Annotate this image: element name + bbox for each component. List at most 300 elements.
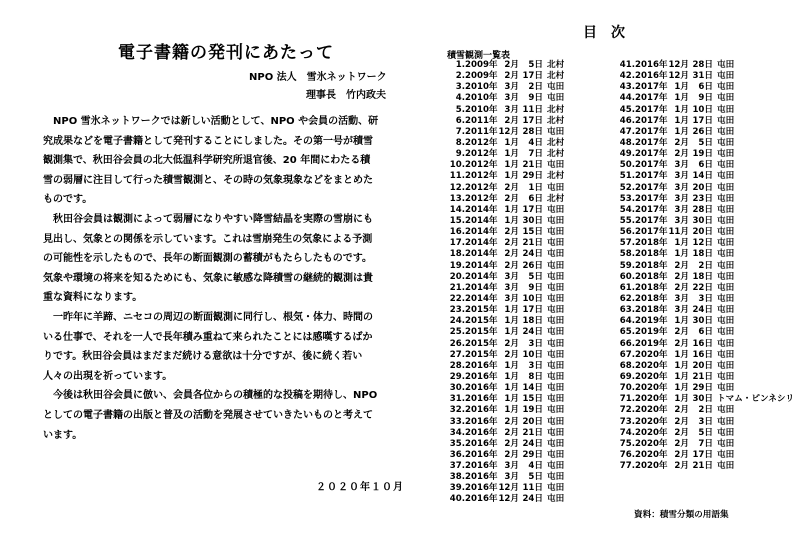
entry-month: 1月	[674, 316, 689, 327]
entry-day: 20日	[692, 227, 713, 238]
entry-place: 屯田	[547, 483, 565, 494]
entry-day: 9日	[698, 93, 713, 104]
entry-day: 28日	[692, 60, 713, 70]
entry-month: 1月	[674, 115, 689, 126]
entry-day: 29日	[522, 449, 543, 460]
entry-number: 30.	[449, 383, 465, 394]
entry-day: 1日	[528, 182, 543, 193]
entry-place: 屯田	[547, 371, 565, 382]
entry-number: 20.	[449, 271, 465, 282]
entry-place: 屯田	[717, 115, 735, 126]
entry-day: 20日	[522, 416, 543, 427]
entry-number: 60.	[619, 271, 635, 282]
entry-month: 2月	[674, 149, 689, 160]
entry-year: 2016年	[635, 60, 668, 70]
entry-month: 11月	[668, 227, 689, 238]
entry-day: 22日	[692, 282, 713, 293]
organization-name: NPO 法人 雪氷ネットワーク	[249, 72, 387, 83]
entry-number: 34.	[449, 427, 465, 438]
entry-place: 屯田	[717, 427, 735, 438]
entry-year: 2015年	[465, 349, 498, 360]
entry-month: 1月	[504, 360, 519, 371]
entry-number: 17.	[449, 238, 465, 249]
entry-year: 2016年	[465, 371, 498, 382]
entry-place: 北村	[547, 104, 565, 115]
entry-place: 屯田	[547, 293, 565, 304]
preface-paragraph: NPO 雪氷ネットワークでは新しい活動として、NPO や会員の活動、研究成果などを電子書籍として発刊することにしました。その第一号が積雪観測集で、秋田谷会員の北大低温科学研究所退官後、20 年間にわたる積雪の弱層に注目して行った積雪観測と、その時の気象現象などをまとめたものです。	[43, 116, 379, 206]
entry-month: 1月	[504, 137, 519, 148]
entry-number: 12.	[449, 182, 465, 193]
entry-month: 1月	[674, 360, 689, 371]
entry-place: 屯田	[547, 416, 565, 427]
entry-day: 3日	[528, 360, 543, 371]
entry-day: 26日	[692, 126, 713, 137]
entry-number: 74.	[619, 427, 635, 438]
entry-number: 52.	[619, 182, 635, 193]
entry-year: 2016年	[465, 394, 498, 405]
entry-day: 21日	[692, 461, 713, 472]
entry-day: 16日	[692, 349, 713, 360]
entry-day: 17日	[522, 115, 543, 126]
entry-day: 17日	[522, 204, 543, 215]
entry-month: 3月	[504, 293, 519, 304]
entry-day: 2日	[698, 405, 713, 416]
entry-number: 45.	[619, 104, 635, 115]
entry-year: 2017年	[635, 171, 668, 182]
entry-number: 54.	[619, 204, 635, 215]
entry-year: 2012年	[465, 193, 498, 204]
entry-year: 2016年	[465, 360, 498, 371]
entry-year: 2017年	[635, 137, 668, 148]
entry-place: 屯田	[717, 215, 735, 226]
entry-year: 2020年	[635, 461, 668, 472]
entry-year: 2012年	[465, 137, 498, 148]
entry-number: 32.	[449, 405, 465, 416]
entry-place: 屯田	[717, 126, 735, 137]
entry-number: 44.	[619, 93, 635, 104]
entry-month: 1月	[504, 394, 519, 405]
entry-place: 屯田	[717, 438, 735, 449]
entry-number: 42.	[619, 71, 635, 82]
entry-number: 13.	[449, 193, 465, 204]
entry-month: 1月	[674, 82, 689, 93]
entry-month: 3月	[504, 93, 519, 104]
entry-number: 5.	[455, 104, 465, 115]
entry-day: 9日	[528, 282, 543, 293]
entry-month: 1月	[504, 160, 519, 171]
entry-number: 27.	[449, 349, 465, 360]
entry-month: 2月	[674, 405, 689, 416]
entry-place: 屯田	[717, 71, 735, 82]
entry-month: 1月	[504, 316, 519, 327]
entry-month: 2月	[674, 416, 689, 427]
entry-day: 19日	[692, 149, 713, 160]
entry-place: 屯田	[717, 137, 735, 148]
entry-number: 55.	[619, 215, 635, 226]
entry-place: 北村	[547, 60, 565, 70]
entry-year: 2018年	[635, 260, 668, 271]
entry-number: 31.	[449, 394, 465, 405]
entry-month: 1月	[504, 171, 519, 182]
entry-number: 37.	[449, 461, 465, 472]
entry-day: 5日	[528, 472, 543, 483]
entry-day: 2日	[528, 82, 543, 93]
entry-year: 2018年	[635, 249, 668, 260]
entry-year: 2010年	[465, 82, 498, 93]
entry-number: 50.	[619, 160, 635, 171]
entry-month: 2月	[504, 238, 519, 249]
entry-year: 2016年	[465, 449, 498, 460]
entry-day: 24日	[522, 494, 543, 505]
entry-year: 2020年	[635, 371, 668, 382]
entry-month: 1月	[504, 215, 519, 226]
entry-month: 2月	[504, 338, 519, 349]
publication-date: ２０２０年１０月	[316, 482, 404, 493]
entry-month: 1月	[674, 383, 689, 394]
entry-month: 1月	[674, 238, 689, 249]
entry-month: 3月	[674, 215, 689, 226]
entry-place: 屯田	[717, 171, 735, 182]
entry-year: 2020年	[635, 427, 668, 438]
entry-day: 10日	[692, 104, 713, 115]
entry-number: 19.	[449, 260, 465, 271]
entry-place: 屯田	[717, 60, 735, 70]
entry-place: 屯田	[717, 104, 735, 115]
entry-day: 23日	[692, 193, 713, 204]
entry-place: 屯田	[717, 327, 735, 338]
entry-place: 屯田	[547, 427, 565, 438]
entry-month: 2月	[504, 60, 519, 70]
entry-year: 2017年	[635, 149, 668, 160]
entry-place: 屯田	[717, 82, 735, 93]
entry-month: 12月	[498, 483, 519, 494]
entry-day: 11日	[522, 483, 543, 494]
entry-year: 2014年	[465, 227, 498, 238]
entry-month: 2月	[504, 427, 519, 438]
entry-day: 24日	[692, 305, 713, 316]
entry-year: 2014年	[465, 271, 498, 282]
entry-year: 2014年	[465, 260, 498, 271]
entry-year: 2017年	[635, 126, 668, 137]
entry-year: 2015年	[465, 316, 498, 327]
entry-place: 屯田	[717, 371, 735, 382]
entry-year: 2014年	[465, 215, 498, 226]
entry-number: 58.	[619, 249, 635, 260]
entry-place: 屯田	[717, 227, 735, 238]
entry-place: 屯田	[547, 494, 565, 505]
entry-month: 2月	[504, 260, 519, 271]
entry-year: 2018年	[635, 305, 668, 316]
entry-place: トマム・ピンネシリ	[717, 394, 794, 405]
entry-number: 11.	[449, 171, 465, 182]
source-note: 資料：積雪分類の用語集	[634, 510, 729, 520]
entry-year: 2017年	[635, 227, 668, 238]
entry-number: 59.	[619, 260, 635, 271]
entry-month: 2月	[674, 137, 689, 148]
entry-year: 2010年	[465, 104, 498, 115]
entry-place: 屯田	[547, 93, 565, 104]
entry-month: 2月	[674, 327, 689, 338]
entry-number: 62.	[619, 293, 635, 304]
entry-place: 屯田	[547, 215, 565, 226]
entry-year: 2011年	[465, 126, 498, 137]
entry-year: 2017年	[635, 104, 668, 115]
entry-place: 屯田	[547, 438, 565, 449]
entry-year: 2017年	[635, 93, 668, 104]
entry-place: 北村	[547, 193, 565, 204]
entry-place: 屯田	[547, 271, 565, 282]
entry-day: 17日	[522, 305, 543, 316]
entry-year: 2020年	[635, 449, 668, 460]
entry-number: 67.	[619, 349, 635, 360]
entry-month: 1月	[504, 149, 519, 160]
entry-year: 2016年	[465, 483, 498, 494]
entry-day: 19日	[522, 405, 543, 416]
entry-year: 2014年	[465, 204, 498, 215]
entry-day: 5日	[528, 271, 543, 282]
entry-year: 2016年	[635, 71, 668, 82]
entry-place: 屯田	[717, 238, 735, 249]
entry-place: 屯田	[717, 461, 735, 472]
entry-year: 2016年	[465, 461, 498, 472]
entry-year: 2019年	[635, 338, 668, 349]
entry-year: 2020年	[635, 360, 668, 371]
entry-month: 12月	[498, 494, 519, 505]
entry-month: 2月	[674, 438, 689, 449]
entry-place: 屯田	[717, 282, 735, 293]
entry-place: 屯田	[547, 472, 565, 483]
entry-day: 6日	[698, 82, 713, 93]
entry-day: 16日	[692, 338, 713, 349]
entry-place: 屯田	[717, 204, 735, 215]
entry-month: 3月	[674, 160, 689, 171]
entry-place: 屯田	[547, 449, 565, 460]
entry-day: 9日	[528, 93, 543, 104]
entry-month: 1月	[504, 305, 519, 316]
entry-day: 26日	[522, 260, 543, 271]
entry-month: 3月	[504, 104, 519, 115]
entry-place: 屯田	[717, 260, 735, 271]
entry-number: 57.	[619, 238, 635, 249]
entry-day: 14日	[522, 383, 543, 394]
entry-day: 3日	[698, 293, 713, 304]
entry-year: 2018年	[635, 271, 668, 282]
entry-place: 屯田	[717, 193, 735, 204]
entry-place: 屯田	[717, 249, 735, 260]
entry-place: 北村	[547, 71, 565, 82]
entry-number: 22.	[449, 293, 465, 304]
entry-day: 20日	[692, 182, 713, 193]
entry-day: 30日	[692, 394, 713, 405]
entry-year: 2012年	[465, 149, 498, 160]
entry-place: 北村	[547, 149, 565, 160]
entry-month: 1月	[674, 249, 689, 260]
entry-day: 21日	[692, 371, 713, 382]
entry-number: 49.	[619, 149, 635, 160]
entry-month: 2月	[504, 416, 519, 427]
entry-number: 16.	[449, 227, 465, 238]
entry-month: 2月	[674, 461, 689, 472]
entry-number: 61.	[619, 282, 635, 293]
entry-month: 1月	[674, 93, 689, 104]
entry-number: 65.	[619, 327, 635, 338]
entry-year: 2015年	[465, 305, 498, 316]
entry-month: 3月	[674, 193, 689, 204]
preface-paragraph: 今後は秋田谷会員に倣い、会員各位からの積極的な投稿を期待し、NPO としての電子書籍の出版と普及の活動を発展させていきたいものと考えています。	[43, 390, 378, 441]
entry-place: 屯田	[717, 160, 735, 171]
entry-number: 26.	[449, 338, 465, 349]
entry-month: 2月	[674, 449, 689, 460]
entry-number: 14.	[449, 204, 465, 215]
entry-month: 3月	[504, 82, 519, 93]
entry-year: 2011年	[465, 115, 498, 126]
entry-number: 7.	[455, 126, 465, 137]
entry-day: 21日	[522, 160, 543, 171]
entry-number: 56.	[619, 227, 635, 238]
entry-number: 46.	[619, 115, 635, 126]
entry-day: 17日	[692, 449, 713, 460]
entry-number: 36.	[449, 449, 465, 460]
entry-month: 2月	[674, 427, 689, 438]
entry-year: 2017年	[635, 160, 668, 171]
entry-place: 屯田	[547, 249, 565, 260]
entry-number: 43.	[619, 82, 635, 93]
entry-day: 24日	[522, 327, 543, 338]
entry-year: 2017年	[635, 82, 668, 93]
entry-day: 5日	[528, 60, 543, 70]
entry-day: 4日	[528, 137, 543, 148]
entry-year: 2016年	[465, 416, 498, 427]
entry-day: 24日	[522, 249, 543, 260]
entry-place: 屯田	[717, 182, 735, 193]
entry-month: 1月	[504, 371, 519, 382]
entry-number: 66.	[619, 338, 635, 349]
entry-day: 2日	[698, 260, 713, 271]
entry-year: 2020年	[635, 394, 668, 405]
entry-day: 11日	[522, 104, 543, 115]
entry-month: 3月	[504, 271, 519, 282]
entry-year: 2014年	[465, 238, 498, 249]
entry-year: 2016年	[465, 427, 498, 438]
entry-month: 2月	[674, 271, 689, 282]
entry-number: 28.	[449, 360, 465, 371]
entry-place: 屯田	[547, 227, 565, 238]
entry-day: 28日	[692, 204, 713, 215]
entry-place: 屯田	[717, 93, 735, 104]
entry-day: 6日	[698, 160, 713, 171]
entry-year: 2020年	[635, 416, 668, 427]
entry-place: 屯田	[547, 282, 565, 293]
entry-number: 35.	[449, 438, 465, 449]
entry-place: 屯田	[717, 316, 735, 327]
entry-place: 屯田	[547, 327, 565, 338]
entry-number: 4.	[455, 93, 465, 104]
preface-title: 電子書籍の発刊にあたって	[118, 43, 334, 63]
entry-place: 北村	[547, 171, 565, 182]
entry-place: 屯田	[547, 126, 565, 137]
entry-month: 2月	[504, 193, 519, 204]
entry-year: 2018年	[635, 293, 668, 304]
entry-number: 47.	[619, 126, 635, 137]
entry-month: 3月	[504, 282, 519, 293]
entry-year: 2017年	[635, 193, 668, 204]
entry-day: 18日	[692, 249, 713, 260]
toc-heading: 目次	[583, 25, 639, 41]
entry-number: 8.	[455, 137, 465, 148]
entry-number: 77.	[619, 461, 635, 472]
entry-month: 2月	[504, 115, 519, 126]
entry-place: 屯田	[547, 182, 565, 193]
entry-month: 3月	[674, 305, 689, 316]
entry-day: 15日	[522, 394, 543, 405]
entry-month: 1月	[674, 126, 689, 137]
entry-day: 3日	[698, 416, 713, 427]
entry-day: 29日	[522, 171, 543, 182]
entry-month: 3月	[674, 204, 689, 215]
entry-place: 屯田	[717, 149, 735, 160]
entry-month: 1月	[504, 204, 519, 215]
entry-month: 3月	[504, 461, 519, 472]
entry-day: 29日	[692, 383, 713, 394]
entry-day: 15日	[522, 227, 543, 238]
entry-year: 2020年	[635, 383, 668, 394]
entry-day: 21日	[522, 238, 543, 249]
entry-number: 25.	[449, 327, 465, 338]
entry-number: 15.	[449, 215, 465, 226]
entry-year: 2020年	[635, 405, 668, 416]
entry-number: 24.	[449, 316, 465, 327]
entry-day: 20日	[692, 360, 713, 371]
entry-place: 屯田	[547, 316, 565, 327]
entry-day: 5日	[698, 427, 713, 438]
entry-year: 2015年	[465, 327, 498, 338]
entry-year: 2020年	[635, 438, 668, 449]
entry-day: 10日	[522, 293, 543, 304]
entry-year: 2016年	[465, 472, 498, 483]
entry-day: 30日	[692, 215, 713, 226]
entry-day: 30日	[522, 215, 543, 226]
entry-place: 屯田	[717, 449, 735, 460]
entry-month: 2月	[674, 338, 689, 349]
entry-place: 屯田	[547, 338, 565, 349]
entry-place: 屯田	[717, 338, 735, 349]
entry-number: 33.	[449, 416, 465, 427]
entry-year: 2017年	[635, 215, 668, 226]
entry-place: 屯田	[717, 293, 735, 304]
entry-place: 屯田	[547, 82, 565, 93]
entry-place: 屯田	[717, 271, 735, 282]
entry-year: 2017年	[635, 182, 668, 193]
entry-number: 2.	[455, 71, 465, 82]
preface-body	[43, 112, 379, 445]
entry-number: 21.	[449, 282, 465, 293]
entry-month: 2月	[504, 438, 519, 449]
entry-day: 5日	[698, 137, 713, 148]
entry-number: 38.	[449, 472, 465, 483]
entry-place: 屯田	[717, 360, 735, 371]
entry-place: 屯田	[547, 238, 565, 249]
entry-year: 2019年	[635, 316, 668, 327]
entry-month: 3月	[674, 293, 689, 304]
entry-number: 72.	[619, 405, 635, 416]
entry-year: 2018年	[635, 282, 668, 293]
preface-paragraph: 秋田谷会員は観測によって弱層になりやすい降雪結晶を実際の雪崩にも見出し、気象との関係を示しています。これは雪崩発生の気象による予測の可能性を示したもので、長年の断面観測の蓄積がもたらしたものです。気象や環境の将来を知るためにも、気象に敏感な降積雪の継続的観測は貴重な資料になります。	[43, 213, 373, 304]
entry-year: 2016年	[465, 405, 498, 416]
entry-year: 2019年	[635, 327, 668, 338]
toc-subtitle: 積雪観測一覧表	[447, 51, 511, 61]
entry-month: 3月	[504, 472, 519, 483]
entry-number: 3.	[455, 82, 465, 93]
